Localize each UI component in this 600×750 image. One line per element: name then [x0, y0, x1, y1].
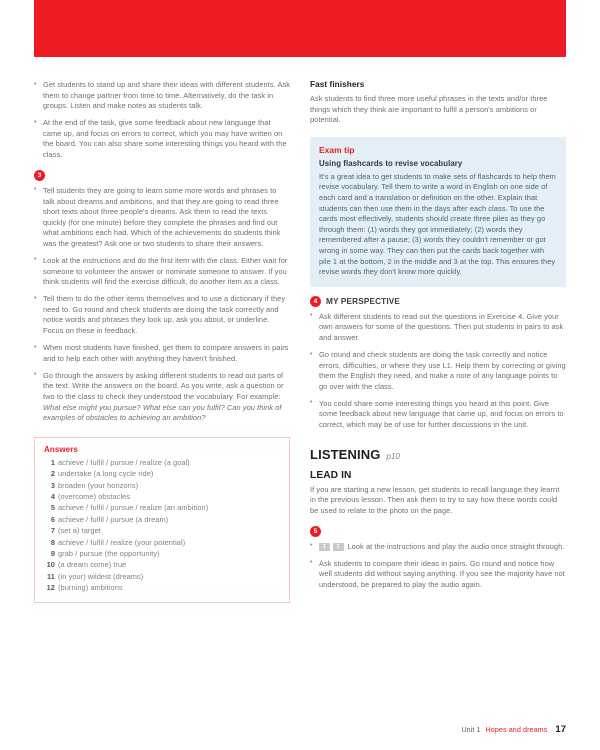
list-item: • When most students have finished, get them to compare answers in pairs and to help each other with anything they haven't finished.: [34, 343, 290, 364]
answer-item: [44, 559, 280, 570]
answer-text: grab / pursue (the opportunity): [58, 549, 160, 559]
page-reference: p10: [386, 451, 400, 461]
answer-item: [44, 582, 280, 593]
exercise-3-badge-row: [34, 170, 290, 181]
answer-number: 7: [50, 526, 55, 536]
lead-in-heading: LEAD IN: [310, 469, 352, 481]
audio-track-icon: • 1: [319, 543, 330, 551]
answer-text: undertake (a long cycle ride): [58, 469, 154, 479]
listening-section-heading: [310, 447, 566, 462]
answer-text: (burning) ambitions: [58, 583, 123, 593]
skill-name-label: LISTENING: [310, 446, 381, 462]
answer-item: [44, 514, 280, 525]
exercise-3-bullet-list: [34, 186, 290, 424]
answer-text: (a dream come) true: [58, 560, 127, 570]
fast-finishers-body: Ask students to find three more useful phrases in the texts and/or three things which they think are important to fulfil a person's ambitions or potential.: [310, 94, 548, 125]
answer-number: 11: [47, 571, 55, 581]
two-column-layout: [34, 80, 566, 603]
answer-number: 4: [50, 492, 55, 502]
answer-number: 1: [50, 457, 55, 467]
answer-number: 3: [50, 480, 55, 490]
answer-number: 8: [50, 537, 55, 547]
exercise-4-bullet-list: [310, 312, 566, 431]
list-item: • Look at the instructions and do the first item with the class. Either wait for someone to volunteer the answer or nominate someone to answer. If you think students will find the exercise difficult, do another item as a class.: [34, 256, 290, 288]
exercise-number-badge: 3: [34, 170, 45, 181]
bullet-lead-text: Go through the answers by asking different students to read out parts of the text. Write the answers on the board. As you write, ask a question or two to the class to check they understood the vocabulary. For example:: [43, 370, 284, 402]
answer-item: [44, 571, 280, 582]
answer-text: broaden (your horizons): [58, 480, 139, 490]
audio-track-icon: 1: [333, 543, 344, 551]
exercise-number-badge: 4: [310, 296, 321, 307]
audio-track-icon-group: [319, 543, 344, 551]
answer-text: achieve / fulfil / pursue / realize (a goal): [58, 457, 190, 467]
list-item: • You could share some interesting things you heard at this point. Give some feedback about new language that came up, and focus on errors to correct, which may be of use for further discussions in the unit.: [310, 399, 566, 431]
answer-item: [44, 468, 280, 479]
list-item: • Get students to stand up and share their ideas with different students. Ask them to change partner from time to time. Alternatively, do the task in groups. Listen and make notes as students talk.: [34, 80, 290, 112]
list-item-with-example: [34, 371, 290, 424]
exam-tip-panel: [310, 137, 566, 287]
exercise-5-bullet-list: [310, 542, 566, 591]
list-item: • Tell students they are going to learn some more words and phrases to talk about dreams and ambitions, and that they are going to read three short texts about three people's dreams. Ask them to read the texts quickly (for one minute) before they complete the phrases and find out what ambitions each had. Which of the achievements do students think was the greatest? Ask one or two students to share their answers.: [34, 186, 290, 250]
answer-text: achieve / fulfil / realize (your potential): [58, 537, 186, 547]
exam-tip-body: It's a great idea to get students to make sets of flashcards to help them revise vocabulary. Tell them to write a word in English on one side of each card and a translation or definition on the other. Explain that students can then use them in the days after each class. To use the cards most effectively, students should create three piles as they go through them: (1) words they got immediately; (2) words they remembered after a pause; (3) words they couldn't remember or got wrong in some way. They can then put the cards back together with pile 1 at the bottom, 2 in the middle and 3 at the top. This ensures they revise words they don't know more quickly.: [319, 171, 556, 277]
answers-title: Answers: [44, 444, 78, 454]
answers-box: [34, 437, 290, 603]
answer-text: (set a) target: [58, 526, 101, 536]
footer-unit-label: Unit 1: [461, 725, 481, 734]
answer-item: [44, 480, 280, 491]
page-footer: [34, 724, 566, 735]
answer-text: achieve / fulfil / pursue (a dream): [58, 514, 169, 524]
answer-item: [44, 525, 280, 536]
list-item: • At the end of the task, give some feedback about new language that came up, and focus on errors to correct, which you may have written on the board. You can also share some interesting things you heard with the class.: [34, 118, 290, 160]
footer-page-number: 17: [555, 724, 566, 735]
list-item: • Tell them to do the other items themselves and to use a dictionary if they need to. Go round and check students are doing the task correctly and notice words and phrases they look up, ask you about, or underline. Focus on these in feedback.: [34, 294, 290, 336]
left-column: [34, 80, 290, 603]
answer-number: 5: [50, 503, 55, 513]
list-item: • Ask students to compare their ideas in pairs. Go round and notice how well students did without saying anything. If you see the majority have not understood, be prepared to play the audio again.: [310, 559, 566, 591]
right-column: [310, 80, 566, 597]
lead-in-body: If you are starting a new lesson, get students to recall language they learnt in the previous lesson. Then ask them to try to say how these words could be used to relate to the photo on the page.: [310, 484, 560, 515]
footer-unit-title: Hopes and dreams: [485, 725, 548, 734]
answer-item: [44, 457, 280, 468]
list-item: • Ask different students to read out the questions in Exercise 4. Give your own answers for some of the questions. Then put students in pairs to ask and answer.: [310, 312, 566, 344]
answer-item: [44, 491, 280, 502]
exercise-number-badge: 5: [310, 526, 321, 537]
answer-number: 10: [46, 560, 55, 570]
answer-number: 6: [50, 514, 55, 524]
exam-tip-label: Exam tip: [319, 144, 355, 155]
example-questions-italic: What else might you pursue? What else can you fulfil? Can you think of examples of obstacles to achieving an ambition?: [43, 402, 282, 423]
page-content: [0, 57, 600, 750]
red-header-banner: [34, 0, 566, 57]
list-item: • Go round and check students are doing the task correctly and notice errors, difficulties, or where they use L1. Help them by correcting or giving them the English they need, and make a note of any language points to go over with the class.: [310, 350, 566, 392]
answer-item: [44, 502, 280, 513]
answer-number: 2: [50, 469, 55, 479]
answer-item: [44, 548, 280, 559]
exercise-5-badge-row: [310, 525, 566, 536]
answer-number: 9: [50, 549, 55, 559]
answer-text: (in your) wildest (dreams): [58, 571, 144, 581]
top-bullet-list: [34, 80, 290, 161]
my-perspective-title: MY PERSPECTIVE: [326, 296, 401, 306]
answer-item: [44, 537, 280, 548]
answer-text: achieve / fulfil / pursue / realize (an ambition): [58, 503, 209, 513]
bullet-text: Look at the instructions and play the audio once straight through.: [347, 541, 565, 551]
answer-number: 12: [46, 583, 55, 593]
answers-list: [44, 457, 280, 594]
exercise-4-badge-row: [310, 296, 566, 307]
fast-finishers-heading: Fast finishers: [310, 80, 365, 89]
list-item-with-audio: [310, 542, 566, 553]
answer-text: (overcome) obstacles: [58, 492, 131, 502]
exam-tip-title: Using flashcards to revise vocabulary: [319, 158, 463, 168]
